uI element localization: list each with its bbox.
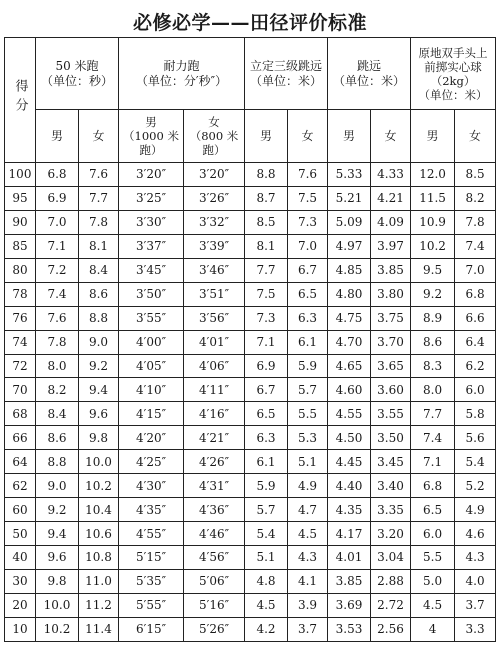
ball-throw-male-cell: 7.1 xyxy=(411,450,455,474)
table-row xyxy=(5,210,496,234)
long-jump-female-cell: 2.56 xyxy=(371,617,411,641)
triple-jump-male-cell: 8.8 xyxy=(245,163,288,187)
long-jump-male-cell: 4.70 xyxy=(328,330,371,354)
run50-female-cell: 7.8 xyxy=(79,210,119,234)
endurance-female-cell: 4′06″ xyxy=(184,354,245,378)
triple-jump-male-cell: 6.5 xyxy=(245,402,288,426)
table-row xyxy=(5,354,496,378)
ball-throw-female-cell: 3.7 xyxy=(455,593,496,617)
endurance-female-cell: 4′36″ xyxy=(184,498,245,522)
ball-throw-male-cell: 6.5 xyxy=(411,498,455,522)
triple-jump-female-cell: 7.6 xyxy=(288,163,328,187)
endurance-female-cell: 3′39″ xyxy=(184,234,245,258)
table-row xyxy=(5,234,496,258)
score-header: 得分 xyxy=(5,38,36,163)
triple-jump-male-cell: 4.5 xyxy=(245,593,288,617)
endurance-female-cell: 5′16″ xyxy=(184,593,245,617)
endurance-female-cell: 4′21″ xyxy=(184,426,245,450)
run50-male-cell: 10.0 xyxy=(36,593,79,617)
endurance-male-cell: 4′30″ xyxy=(119,474,184,498)
ball-throw-male-cell: 5.5 xyxy=(411,546,455,570)
score-cell: 76 xyxy=(5,306,36,330)
triple-jump-female-cell: 6.1 xyxy=(288,330,328,354)
triple-jump-female-cell: 7.0 xyxy=(288,234,328,258)
run50-female-cell: 9.8 xyxy=(79,426,119,450)
score-cell: 10 xyxy=(5,617,36,641)
score-cell: 30 xyxy=(5,569,36,593)
run50-male-cell: 8.2 xyxy=(36,378,79,402)
run50-male-cell: 8.6 xyxy=(36,426,79,450)
run50-female-cell: 7.7 xyxy=(79,186,119,210)
run50-female-cell: 9.0 xyxy=(79,330,119,354)
ball-throw-female-cell: 6.8 xyxy=(455,282,496,306)
triple-jump-male-cell: 6.1 xyxy=(245,450,288,474)
triple-jump-female-cell: 5.9 xyxy=(288,354,328,378)
long-jump-female-header: 女 xyxy=(371,110,411,163)
score-cell: 90 xyxy=(5,210,36,234)
run50-female-cell: 9.6 xyxy=(79,402,119,426)
triple-jump-male-cell: 7.3 xyxy=(245,306,288,330)
triple-jump-header: 立定三级跳远 （单位：米） xyxy=(245,38,328,110)
table-row xyxy=(5,546,496,570)
long-jump-female-cell: 3.65 xyxy=(371,354,411,378)
long-jump-male-cell: 4.35 xyxy=(328,498,371,522)
run50-female-cell: 7.6 xyxy=(79,163,119,187)
ball-throw-male-header: 男 xyxy=(411,110,455,163)
endurance-male-header: 男 （1000 米 跑） xyxy=(119,110,184,163)
ball-throw-female-cell: 7.4 xyxy=(455,234,496,258)
table-row xyxy=(5,163,496,187)
table-row xyxy=(5,450,496,474)
ball-throw-female-cell: 5.8 xyxy=(455,402,496,426)
triple-jump-female-header: 女 xyxy=(288,110,328,163)
long-jump-female-cell: 3.04 xyxy=(371,546,411,570)
score-cell: 72 xyxy=(5,354,36,378)
ball-throw-male-cell: 8.3 xyxy=(411,354,455,378)
long-jump-female-cell: 3.45 xyxy=(371,450,411,474)
endurance-female-header: 女 （800 米 跑） xyxy=(184,110,245,163)
run50-male-cell: 7.1 xyxy=(36,234,79,258)
run50-male-cell: 9.4 xyxy=(36,522,79,546)
ball-throw-female-cell: 4.0 xyxy=(455,569,496,593)
score-cell: 74 xyxy=(5,330,36,354)
table-row xyxy=(5,522,496,546)
run50-female-cell: 10.0 xyxy=(79,450,119,474)
table-row xyxy=(5,186,496,210)
endurance-female-cell: 3′20″ xyxy=(184,163,245,187)
long-jump-female-cell: 2.88 xyxy=(371,569,411,593)
triple-jump-male-header: 男 xyxy=(245,110,288,163)
ball-throw-male-cell: 11.5 xyxy=(411,186,455,210)
table-row xyxy=(5,402,496,426)
ball-throw-female-header: 女 xyxy=(455,110,496,163)
endurance-male-cell: 5′35″ xyxy=(119,569,184,593)
ball-throw-female-cell: 5.6 xyxy=(455,426,496,450)
endurance-male-cell: 4′55″ xyxy=(119,522,184,546)
endurance-male-cell: 5′55″ xyxy=(119,593,184,617)
run50-male-cell: 7.4 xyxy=(36,282,79,306)
long-jump-male-cell: 3.53 xyxy=(328,617,371,641)
run50-male-cell: 8.0 xyxy=(36,354,79,378)
ball-throw-female-cell: 4.9 xyxy=(455,498,496,522)
long-jump-female-cell: 3.35 xyxy=(371,498,411,522)
score-cell: 40 xyxy=(5,546,36,570)
ball-throw-male-cell: 9.5 xyxy=(411,258,455,282)
triple-jump-male-cell: 6.3 xyxy=(245,426,288,450)
ball-throw-male-cell: 7.4 xyxy=(411,426,455,450)
long-jump-male-cell: 4.80 xyxy=(328,282,371,306)
run50-male-cell: 7.6 xyxy=(36,306,79,330)
endurance-male-cell: 3′25″ xyxy=(119,186,184,210)
endurance-header: 耐力跑 （单位：分′秒″） xyxy=(119,38,245,110)
ball-throw-female-cell: 6.2 xyxy=(455,354,496,378)
endurance-female-cell: 3′56″ xyxy=(184,306,245,330)
table-body xyxy=(5,163,496,642)
ball-throw-header: 原地双手头上 前掷实心球 （2kg） （单位：米） xyxy=(411,38,496,110)
ball-throw-male-cell: 8.6 xyxy=(411,330,455,354)
triple-jump-male-cell: 7.5 xyxy=(245,282,288,306)
score-cell: 60 xyxy=(5,498,36,522)
triple-jump-male-cell: 5.1 xyxy=(245,546,288,570)
long-jump-male-cell: 4.45 xyxy=(328,450,371,474)
run50-male-cell: 10.2 xyxy=(36,617,79,641)
score-cell: 66 xyxy=(5,426,36,450)
ball-throw-male-cell: 8.9 xyxy=(411,306,455,330)
long-jump-male-cell: 4.01 xyxy=(328,546,371,570)
triple-jump-female-cell: 5.3 xyxy=(288,426,328,450)
long-jump-female-cell: 3.20 xyxy=(371,522,411,546)
triple-jump-female-cell: 4.7 xyxy=(288,498,328,522)
endurance-female-cell: 3′46″ xyxy=(184,258,245,282)
score-cell: 95 xyxy=(5,186,36,210)
table-row xyxy=(5,498,496,522)
long-jump-male-cell: 3.69 xyxy=(328,593,371,617)
long-jump-male-cell: 4.40 xyxy=(328,474,371,498)
table-row xyxy=(5,569,496,593)
long-jump-male-cell: 5.33 xyxy=(328,163,371,187)
page-title: 必修必学——田径评价标准 xyxy=(132,12,367,34)
ball-throw-female-cell: 8.5 xyxy=(455,163,496,187)
run50-female-cell: 9.4 xyxy=(79,378,119,402)
long-jump-male-cell: 4.17 xyxy=(328,522,371,546)
run50-male-cell: 9.6 xyxy=(36,546,79,570)
endurance-female-cell: 5′06″ xyxy=(184,569,245,593)
ball-throw-female-cell: 6.0 xyxy=(455,378,496,402)
endurance-male-cell: 3′50″ xyxy=(119,282,184,306)
ball-throw-female-cell: 6.6 xyxy=(455,306,496,330)
ball-throw-male-cell: 9.2 xyxy=(411,282,455,306)
ball-throw-male-cell: 10.9 xyxy=(411,210,455,234)
endurance-male-cell: 3′20″ xyxy=(119,163,184,187)
score-cell: 64 xyxy=(5,450,36,474)
run50-male-cell: 9.2 xyxy=(36,498,79,522)
run50-female-cell: 10.4 xyxy=(79,498,119,522)
run50-male-cell: 9.8 xyxy=(36,569,79,593)
endurance-male-cell: 3′37″ xyxy=(119,234,184,258)
ball-throw-female-cell: 8.2 xyxy=(455,186,496,210)
long-jump-female-cell: 4.33 xyxy=(371,163,411,187)
run50-female-cell: 9.2 xyxy=(79,354,119,378)
triple-jump-male-cell: 7.1 xyxy=(245,330,288,354)
run50-female-cell: 11.4 xyxy=(79,617,119,641)
long-jump-female-cell: 4.09 xyxy=(371,210,411,234)
endurance-female-cell: 4′16″ xyxy=(184,402,245,426)
endurance-female-cell: 4′01″ xyxy=(184,330,245,354)
endurance-male-cell: 5′15″ xyxy=(119,546,184,570)
triple-jump-male-cell: 6.7 xyxy=(245,378,288,402)
long-jump-female-cell: 3.80 xyxy=(371,282,411,306)
ball-throw-male-cell: 7.7 xyxy=(411,402,455,426)
endurance-male-cell: 3′45″ xyxy=(119,258,184,282)
ball-throw-male-cell: 6.8 xyxy=(411,474,455,498)
triple-jump-male-cell: 5.7 xyxy=(245,498,288,522)
triple-jump-female-cell: 5.7 xyxy=(288,378,328,402)
endurance-male-cell: 4′10″ xyxy=(119,378,184,402)
long-jump-male-header: 男 xyxy=(328,110,371,163)
long-jump-female-cell: 3.60 xyxy=(371,378,411,402)
table-row xyxy=(5,306,496,330)
endurance-female-cell: 4′31″ xyxy=(184,474,245,498)
score-cell: 50 xyxy=(5,522,36,546)
run50-female-cell: 8.8 xyxy=(79,306,119,330)
endurance-male-cell: 4′20″ xyxy=(119,426,184,450)
triple-jump-female-cell: 4.3 xyxy=(288,546,328,570)
endurance-female-cell: 4′26″ xyxy=(184,450,245,474)
score-cell: 62 xyxy=(5,474,36,498)
endurance-male-cell: 6′15″ xyxy=(119,617,184,641)
long-jump-female-cell: 3.50 xyxy=(371,426,411,450)
endurance-male-cell: 3′55″ xyxy=(119,306,184,330)
long-jump-female-cell: 3.55 xyxy=(371,402,411,426)
ball-throw-male-cell: 10.2 xyxy=(411,234,455,258)
long-jump-female-cell: 3.40 xyxy=(371,474,411,498)
run50-male-cell: 7.2 xyxy=(36,258,79,282)
run50-male-header: 男 xyxy=(36,110,79,163)
score-cell: 80 xyxy=(5,258,36,282)
score-cell: 20 xyxy=(5,593,36,617)
endurance-female-cell: 4′11″ xyxy=(184,378,245,402)
triple-jump-female-cell: 4.9 xyxy=(288,474,328,498)
triple-jump-female-cell: 6.7 xyxy=(288,258,328,282)
triple-jump-female-cell: 5.5 xyxy=(288,402,328,426)
ball-throw-male-cell: 12.0 xyxy=(411,163,455,187)
run50-female-cell: 8.4 xyxy=(79,258,119,282)
run50-male-cell: 8.4 xyxy=(36,402,79,426)
endurance-female-cell: 3′51″ xyxy=(184,282,245,306)
table-row xyxy=(5,426,496,450)
ball-throw-male-cell: 6.0 xyxy=(411,522,455,546)
run50-male-cell: 9.0 xyxy=(36,474,79,498)
endurance-male-cell: 4′15″ xyxy=(119,402,184,426)
ball-throw-male-cell: 4.5 xyxy=(411,593,455,617)
table-row xyxy=(5,593,496,617)
run50-female-cell: 10.8 xyxy=(79,546,119,570)
endurance-male-cell: 4′25″ xyxy=(119,450,184,474)
run50-female-cell: 10.6 xyxy=(79,522,119,546)
triple-jump-female-cell: 5.1 xyxy=(288,450,328,474)
run50-female-cell: 8.1 xyxy=(79,234,119,258)
ball-throw-female-cell: 7.0 xyxy=(455,258,496,282)
long-jump-male-cell: 4.97 xyxy=(328,234,371,258)
long-jump-female-cell: 3.97 xyxy=(371,234,411,258)
ball-throw-female-cell: 5.4 xyxy=(455,450,496,474)
endurance-male-cell: 4′05″ xyxy=(119,354,184,378)
score-cell: 85 xyxy=(5,234,36,258)
triple-jump-female-cell: 4.1 xyxy=(288,569,328,593)
score-cell: 78 xyxy=(5,282,36,306)
triple-jump-male-cell: 5.4 xyxy=(245,522,288,546)
run50-female-cell: 11.2 xyxy=(79,593,119,617)
long-jump-header: 跳远 （单位：米） xyxy=(328,38,411,110)
long-jump-female-cell: 3.85 xyxy=(371,258,411,282)
table-row xyxy=(5,330,496,354)
long-jump-male-cell: 3.85 xyxy=(328,569,371,593)
triple-jump-male-cell: 8.1 xyxy=(245,234,288,258)
ball-throw-female-cell: 4.6 xyxy=(455,522,496,546)
run50-female-header: 女 xyxy=(79,110,119,163)
triple-jump-male-cell: 7.7 xyxy=(245,258,288,282)
ball-throw-female-cell: 5.2 xyxy=(455,474,496,498)
long-jump-female-cell: 2.72 xyxy=(371,593,411,617)
long-jump-male-cell: 4.85 xyxy=(328,258,371,282)
long-jump-male-cell: 5.09 xyxy=(328,210,371,234)
long-jump-female-cell: 3.70 xyxy=(371,330,411,354)
run50-male-cell: 8.8 xyxy=(36,450,79,474)
ball-throw-male-cell: 4 xyxy=(411,617,455,641)
run50-female-cell: 8.6 xyxy=(79,282,119,306)
run50-male-cell: 7.8 xyxy=(36,330,79,354)
score-cell: 100 xyxy=(5,163,36,187)
triple-jump-male-cell: 6.9 xyxy=(245,354,288,378)
triple-jump-male-cell: 8.7 xyxy=(245,186,288,210)
triple-jump-female-cell: 4.5 xyxy=(288,522,328,546)
long-jump-male-cell: 4.55 xyxy=(328,402,371,426)
long-jump-female-cell: 4.21 xyxy=(371,186,411,210)
run50-header: 50 米跑 （单位：秒） xyxy=(36,38,119,110)
standards-table xyxy=(4,37,496,642)
ball-throw-female-cell: 7.8 xyxy=(455,210,496,234)
triple-jump-female-cell: 3.7 xyxy=(288,617,328,641)
endurance-male-cell: 3′30″ xyxy=(119,210,184,234)
endurance-male-cell: 4′00″ xyxy=(119,330,184,354)
endurance-female-cell: 4′46″ xyxy=(184,522,245,546)
ball-throw-male-cell: 8.0 xyxy=(411,378,455,402)
endurance-female-cell: 5′26″ xyxy=(184,617,245,641)
long-jump-male-cell: 4.60 xyxy=(328,378,371,402)
ball-throw-male-cell: 5.0 xyxy=(411,569,455,593)
ball-throw-female-cell: 3.3 xyxy=(455,617,496,641)
run50-female-cell: 11.0 xyxy=(79,569,119,593)
run50-male-cell: 7.0 xyxy=(36,210,79,234)
table-row xyxy=(5,378,496,402)
triple-jump-male-cell: 8.5 xyxy=(245,210,288,234)
triple-jump-female-cell: 6.5 xyxy=(288,282,328,306)
long-jump-male-cell: 4.50 xyxy=(328,426,371,450)
long-jump-male-cell: 4.65 xyxy=(328,354,371,378)
table-row xyxy=(5,258,496,282)
triple-jump-female-cell: 3.9 xyxy=(288,593,328,617)
table-row xyxy=(5,474,496,498)
long-jump-male-cell: 5.21 xyxy=(328,186,371,210)
triple-jump-female-cell: 6.3 xyxy=(288,306,328,330)
score-cell: 70 xyxy=(5,378,36,402)
score-cell: 68 xyxy=(5,402,36,426)
triple-jump-female-cell: 7.5 xyxy=(288,186,328,210)
table-row xyxy=(5,617,496,641)
endurance-female-cell: 4′56″ xyxy=(184,546,245,570)
triple-jump-female-cell: 7.3 xyxy=(288,210,328,234)
run50-female-cell: 10.2 xyxy=(79,474,119,498)
ball-throw-female-cell: 6.4 xyxy=(455,330,496,354)
table-row xyxy=(5,282,496,306)
triple-jump-male-cell: 5.9 xyxy=(245,474,288,498)
endurance-female-cell: 3′32″ xyxy=(184,210,245,234)
long-jump-female-cell: 3.75 xyxy=(371,306,411,330)
triple-jump-male-cell: 4.2 xyxy=(245,617,288,641)
run50-male-cell: 6.9 xyxy=(36,186,79,210)
ball-throw-female-cell: 4.3 xyxy=(455,546,496,570)
endurance-female-cell: 3′26″ xyxy=(184,186,245,210)
long-jump-male-cell: 4.75 xyxy=(328,306,371,330)
endurance-male-cell: 4′35″ xyxy=(119,498,184,522)
triple-jump-male-cell: 4.8 xyxy=(245,569,288,593)
run50-male-cell: 6.8 xyxy=(36,163,79,187)
